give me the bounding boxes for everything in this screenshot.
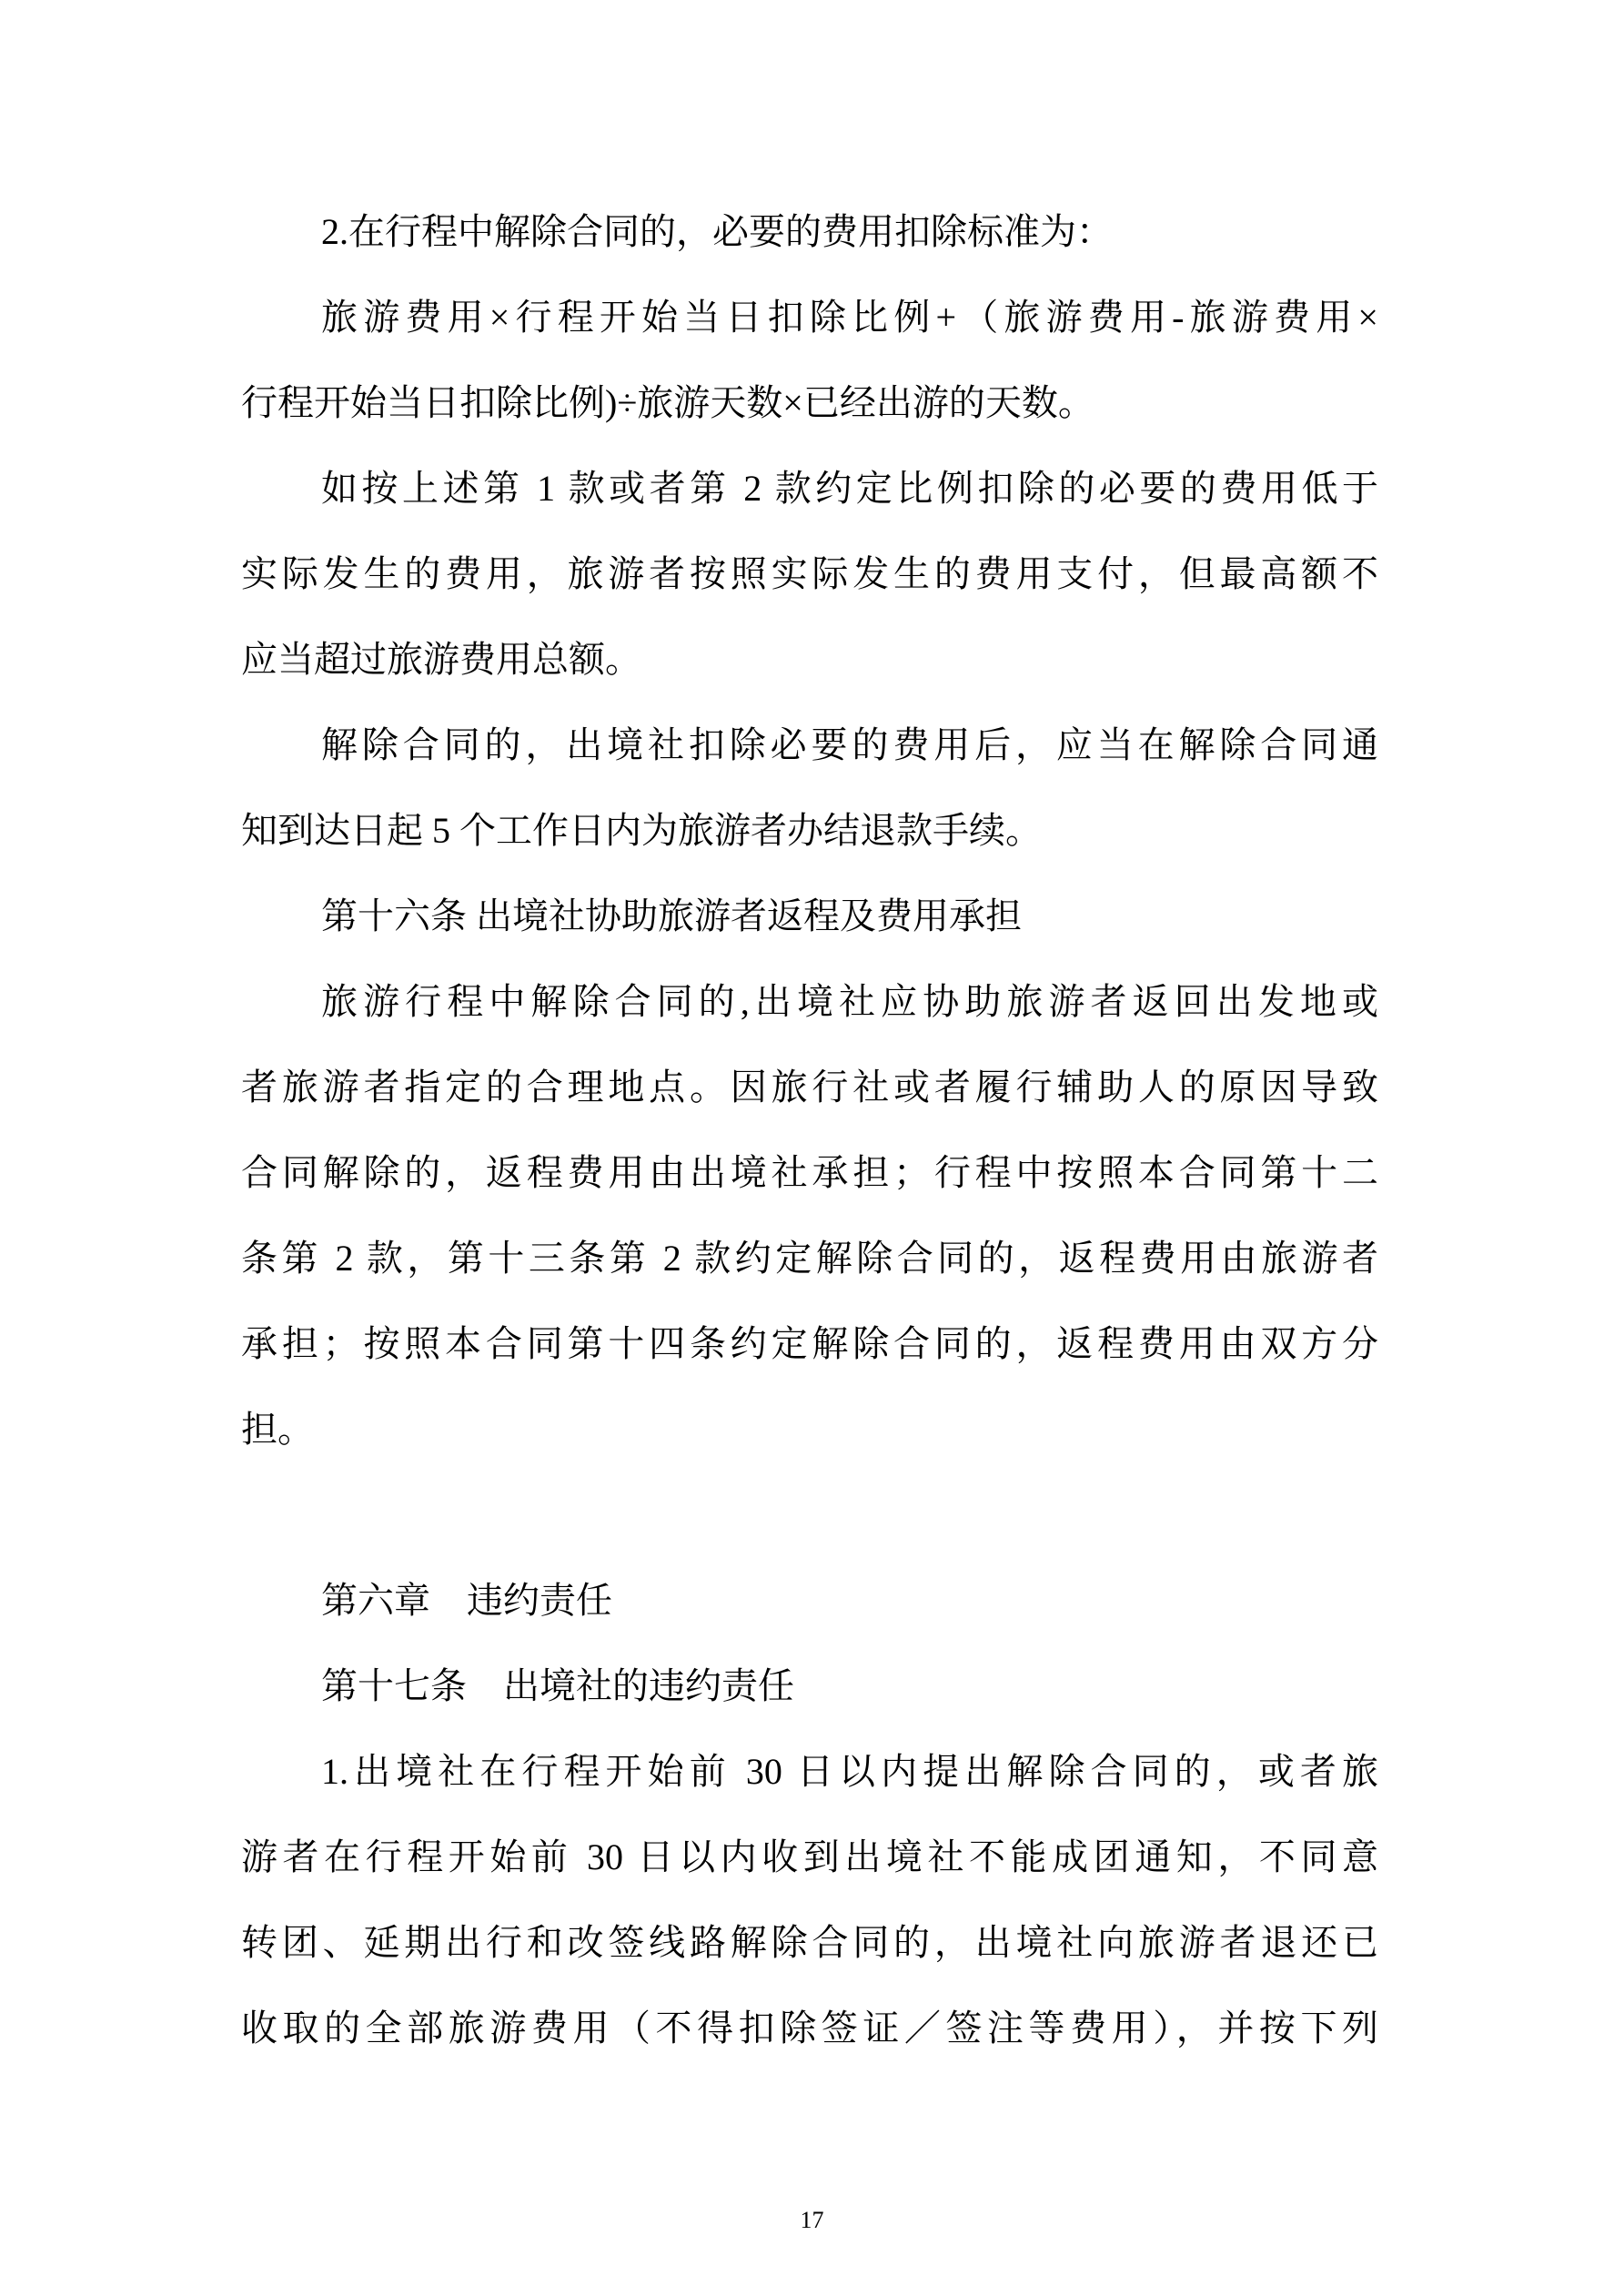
paragraph-line: 游者在行程开始前 30 日以内收到出境社不能成团通知，不同意 [241, 1836, 1378, 1877]
blank-line [241, 1472, 1378, 1558]
paragraph-line: 旅游行程中解除合同的,出境社应协助旅游者返回出发地或 [321, 981, 1378, 1022]
paragraph-line: 承担；按照本合同第十四条约定解除合同的，返程费用由双方分 [241, 1323, 1378, 1364]
paragraph-line: 条第 2 款，第十三条第 2 款约定解除合同的，返程费用由旅游者 [241, 1238, 1378, 1279]
paragraph-line: 转团、延期出行和改签线路解除合同的，出境社向旅游者退还已 [241, 1922, 1378, 1963]
paragraph-line: 者旅游者指定的合理地点。因旅行社或者履行辅助人的原因导致 [241, 1067, 1378, 1108]
page-number: 17 [800, 2207, 824, 2233]
article-17-heading: 第十七条 出境社的违约责任 [321, 1665, 794, 1706]
paragraph-line: 合同解除的，返程费用由出境社承担；行程中按照本合同第十二 [241, 1152, 1378, 1193]
contract-text-block [241, 189, 1378, 2071]
paragraph-line: 行程开始当日扣除比例)÷旅游天数×已经出游的天数。 [241, 382, 1094, 423]
paragraph-line: 1.出境社在行程开始前 30 日以内提出解除合同的，或者旅 [321, 1751, 1378, 1792]
paragraph-line: 旅游费用×行程开始当日扣除比例+（旅游费用-旅游费用× [321, 297, 1378, 338]
paragraph-line: 解除合同的，出境社扣除必要的费用后，应当在解除合同通 [321, 724, 1378, 765]
article-16-heading: 第十六条 出境社协助旅游者返程及费用承担 [321, 895, 1022, 936]
paragraph-line: 知到达日起 5 个工作日内为旅游者办结退款手续。 [241, 810, 1042, 851]
paragraph-line: 担。 [241, 1409, 314, 1450]
paragraph-line: 实际发生的费用，旅游者按照实际发生的费用支付，但最高额不 [241, 553, 1378, 594]
paragraph-line: 应当超过旅游费用总额。 [241, 639, 641, 680]
paragraph-line: 收取的全部旅游费用（不得扣除签证／签注等费用），并按下列 [241, 2008, 1378, 2048]
paragraph-line: 2.在行程中解除合同的，必要的费用扣除标准为： [321, 211, 1113, 252]
chapter-6-heading: 第六章 违约责任 [321, 1580, 612, 1621]
paragraph-line: 如按上述第 1 款或者第 2 款约定比例扣除的必要的费用低于 [321, 468, 1378, 509]
